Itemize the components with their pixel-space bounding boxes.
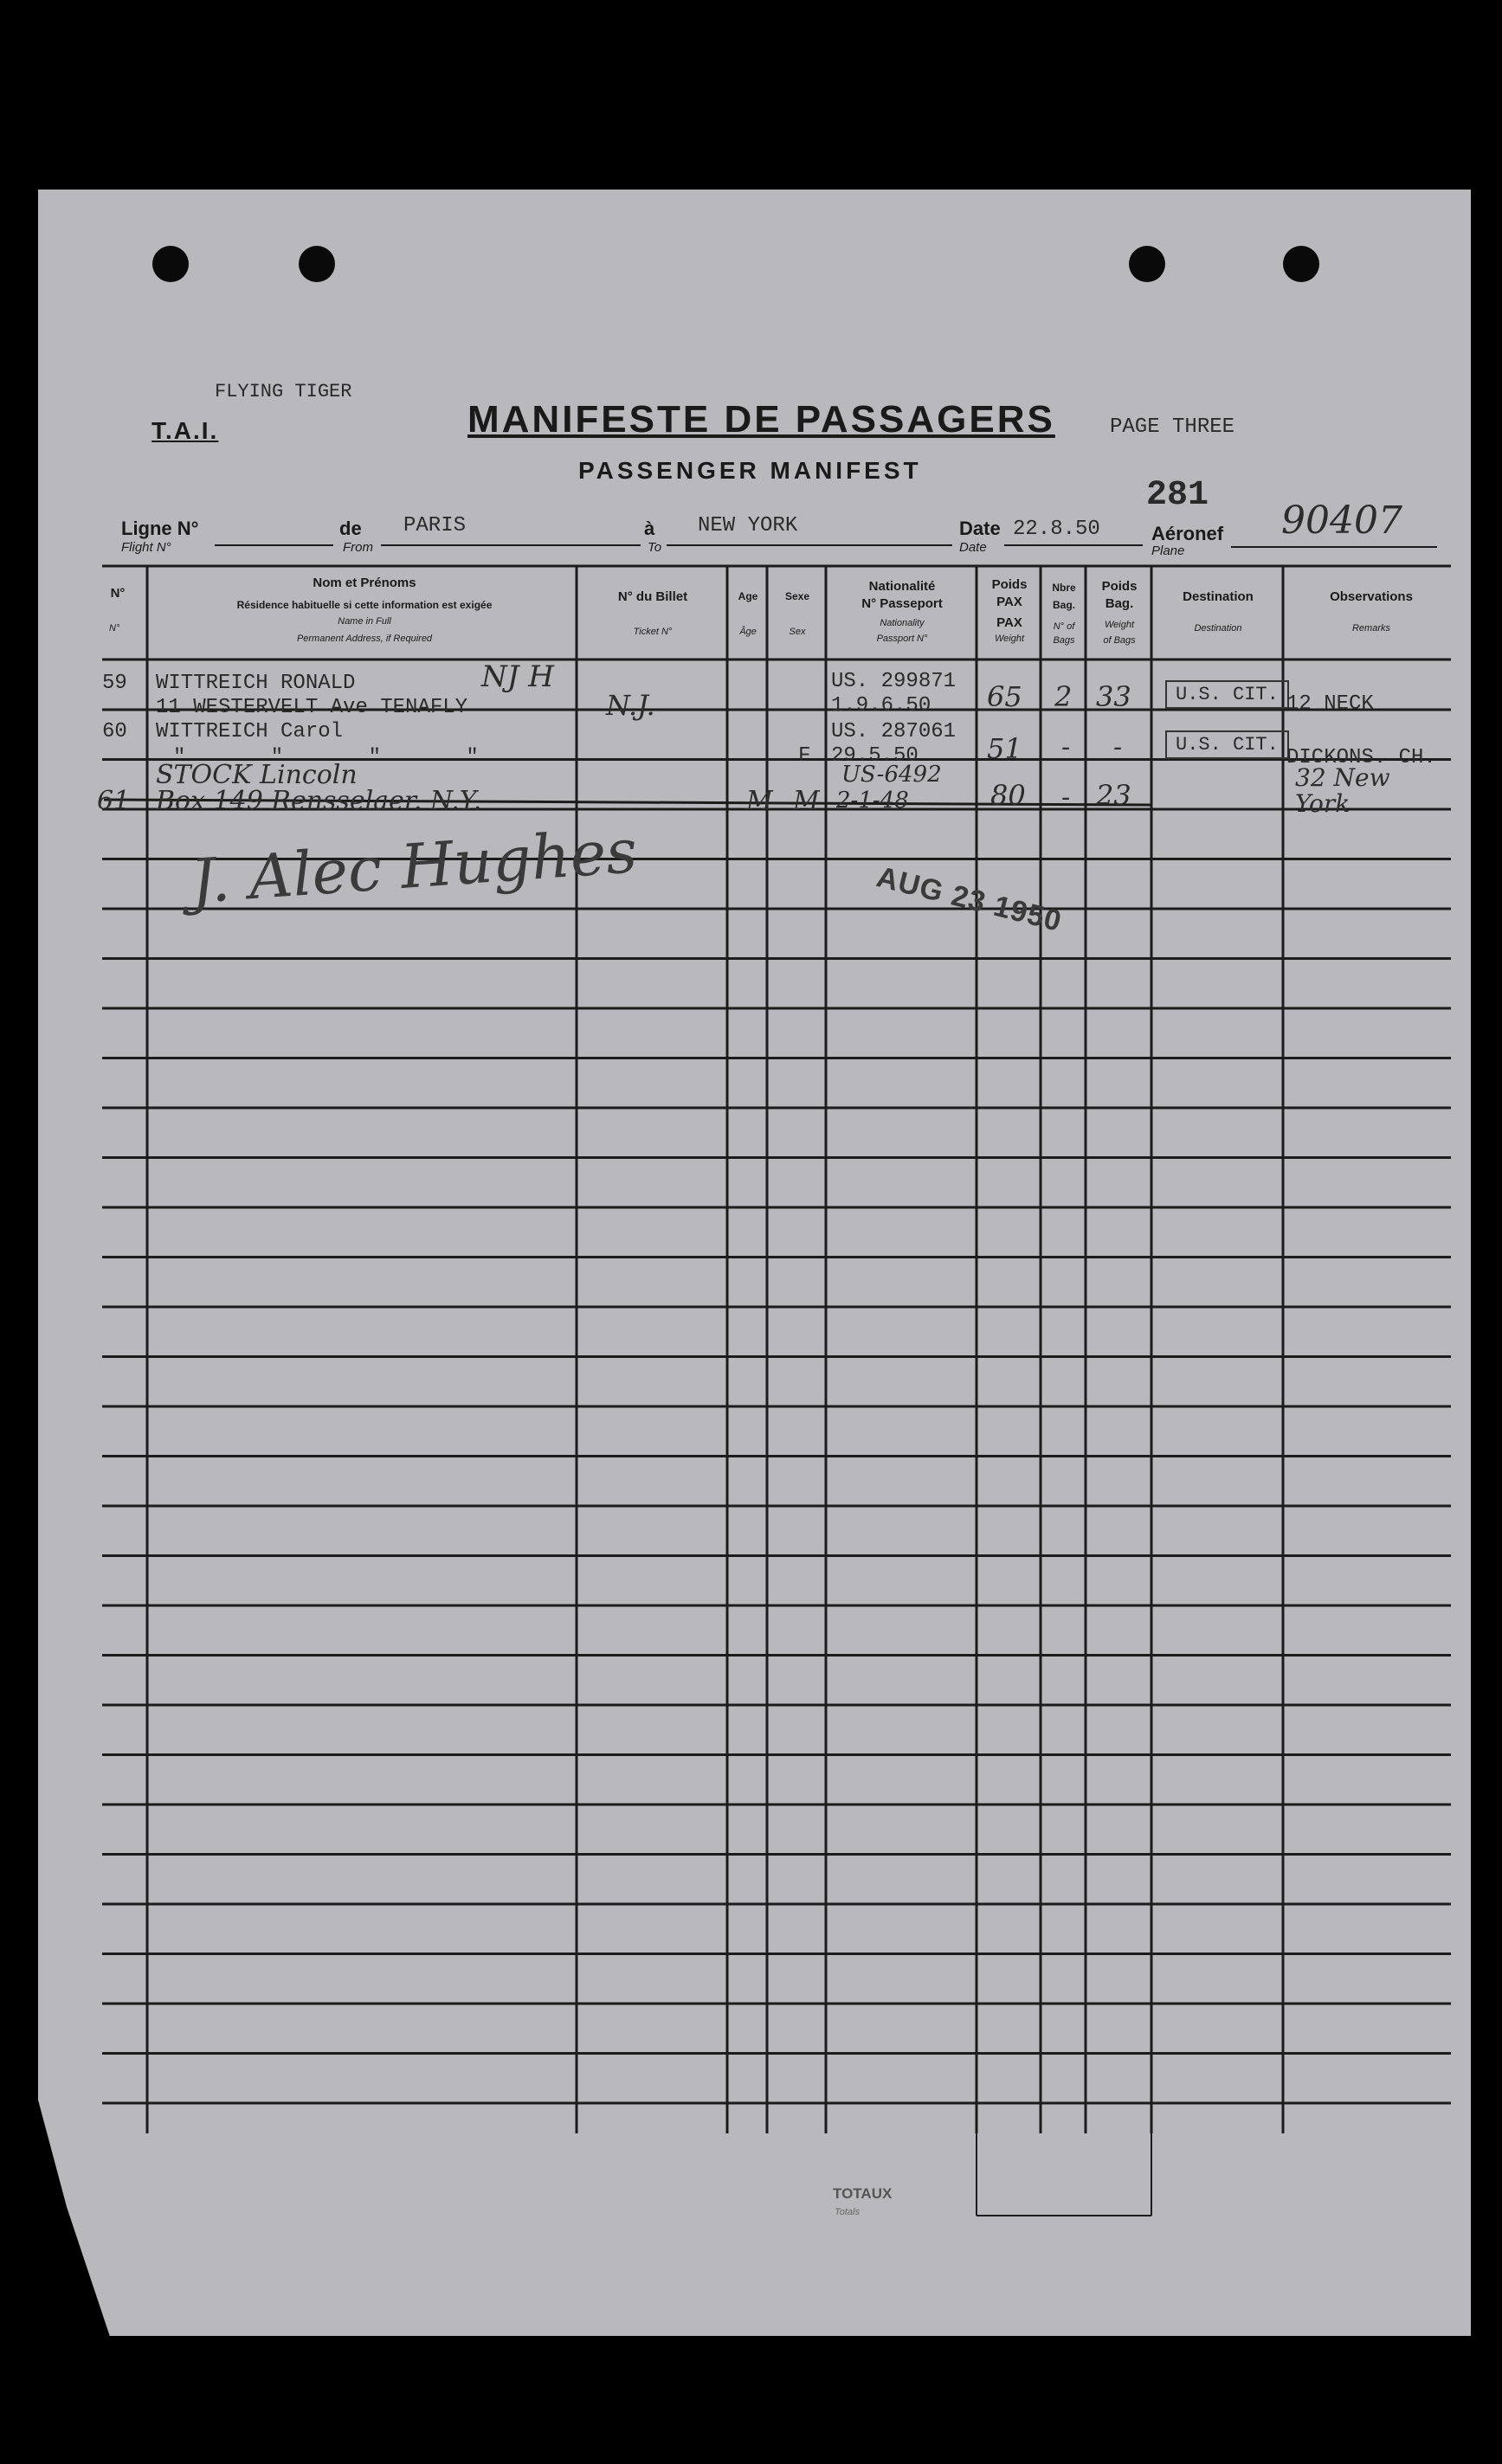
date-label-en: Date	[959, 540, 987, 555]
pax-weight: 51	[987, 732, 1022, 765]
row-number: 61	[97, 786, 131, 816]
col-bagw-fr2: Bag.	[1105, 596, 1134, 611]
col-ticket-en: Ticket N°	[633, 627, 673, 637]
title-en: PASSENGER MANIFEST	[578, 457, 922, 484]
passenger-name: WITTREICH Carol	[156, 720, 344, 743]
col-name-en2: Permanent Address, if Required	[296, 634, 433, 644]
bag-weight: 23	[1096, 779, 1131, 812]
flight-label: Flight N°	[121, 540, 171, 555]
col-paxw-fr2: PAX	[996, 595, 1022, 609]
col-dest-fr: Destination	[1183, 589, 1254, 604]
airline-stamp: FLYING TIGER	[215, 381, 352, 402]
manifest-number: 281	[1146, 476, 1209, 515]
plane-label: Plane	[1151, 544, 1185, 558]
date-label: Date	[959, 518, 1001, 539]
destination-stamp: U.S. CIT.	[1165, 680, 1289, 709]
bag-count: 2	[1054, 680, 1073, 713]
to-label: To	[648, 540, 662, 555]
signature: J. Alec Hughes	[188, 815, 640, 917]
airline-code: T.A.I.	[151, 417, 219, 444]
row-number: 59	[102, 672, 127, 695]
col-name-fr: Nom et Prénoms	[313, 576, 416, 590]
col-bags-fr: Nbre	[1052, 582, 1076, 594]
col-sex-fr: Sexe	[784, 590, 810, 602]
col-bagw-en: Weight	[1104, 620, 1135, 630]
aeronef-label: Aéronef	[1151, 523, 1224, 544]
passenger-sex: F	[798, 744, 811, 768]
col-bagw-fr: Poids	[1101, 579, 1138, 594]
col-nat-en: Nationality	[880, 618, 925, 628]
passenger-age: M	[746, 786, 773, 816]
from-label: From	[343, 540, 373, 555]
passenger-name: WITTREICH RONALD	[156, 672, 356, 695]
col-dest-en: Destination	[1194, 623, 1242, 634]
row-number: 60	[102, 720, 127, 743]
bag-weight: 33	[1096, 680, 1131, 713]
passport-number: US-6492	[841, 762, 942, 788]
ticket-number: N.J.	[606, 689, 655, 722]
bag-count: -	[1061, 732, 1071, 762]
passenger-address: 11 WESTERVELT Ave TENAFLY	[156, 696, 468, 719]
passenger-address: " " " "	[173, 746, 515, 769]
col-obs-en: Remarks	[1351, 623, 1390, 634]
col-age-en: Âge	[739, 627, 757, 637]
bag-count: -	[1061, 782, 1071, 813]
remarks: 12 NECK	[1286, 692, 1374, 716]
col-name-fr2: Résidence habituelle si cette information est exigée	[236, 599, 493, 611]
destination-stamp: U.S. CIT.	[1165, 730, 1289, 759]
aeronef-value: 90407	[1281, 499, 1402, 543]
passport-date: 1.9.6.50	[831, 694, 931, 717]
col-bags-en: N° of	[1053, 621, 1075, 632]
col-paxw-en: PAX	[996, 615, 1022, 630]
col-paxw-en2: Weight	[994, 634, 1025, 644]
remarks: 32 New York	[1295, 763, 1390, 818]
passport-date: 29.5.50	[831, 744, 919, 768]
col-name-en: Name in Full	[338, 616, 391, 627]
col-bags-en2: Bags	[1053, 635, 1075, 646]
de-label: de	[339, 518, 362, 539]
a-label: à	[644, 518, 655, 539]
col-obs-fr: Observations	[1330, 589, 1413, 604]
pax-weight: 65	[987, 680, 1022, 713]
col-paxw-fr: Poids	[991, 577, 1028, 592]
col-no-en: N°	[109, 623, 120, 634]
side-annotation: NJ H	[481, 659, 554, 694]
totals-label-en: Totals	[835, 2207, 860, 2217]
totals-label: TOTAUX	[833, 2185, 893, 2202]
page-number: PAGE THREE	[1110, 415, 1235, 439]
passenger-sex: M	[793, 786, 820, 816]
title-fr: MANIFESTE DE PASSAGERS	[467, 398, 1055, 441]
date-stamp: AUG 23 1950	[873, 860, 1066, 938]
pax-weight: 80	[990, 779, 1026, 812]
col-age-fr: Age	[738, 590, 758, 602]
passenger-name: STOCK Lincoln	[156, 760, 358, 790]
col-bags-fr2: Bag.	[1052, 599, 1075, 611]
from-value: PARIS	[403, 514, 467, 537]
date-value: 22.8.50	[1013, 518, 1100, 541]
col-bagw-en2: of Bags	[1103, 635, 1136, 646]
to-value: NEW YORK	[698, 514, 798, 537]
col-nat-en2: Passport N°	[876, 634, 928, 644]
col-no-fr: N°	[110, 586, 126, 601]
col-nat-fr: Nationalité	[868, 579, 936, 594]
passenger-address: Box 149 Rensselaer. N.Y.	[156, 786, 482, 816]
passport-number: US. 287061	[831, 720, 957, 743]
remarks: DICKONS. CH.	[1286, 746, 1436, 769]
col-ticket-fr: N° du Billet	[617, 589, 688, 604]
ligne-label: Ligne N°	[121, 518, 199, 539]
passport-date: 2-1-48	[836, 788, 909, 814]
col-sex-en: Sex	[789, 627, 806, 637]
passport-number: US. 299871	[831, 670, 957, 693]
col-nat-fr2: N° Passeport	[861, 596, 943, 611]
bag-weight: -	[1113, 732, 1123, 762]
